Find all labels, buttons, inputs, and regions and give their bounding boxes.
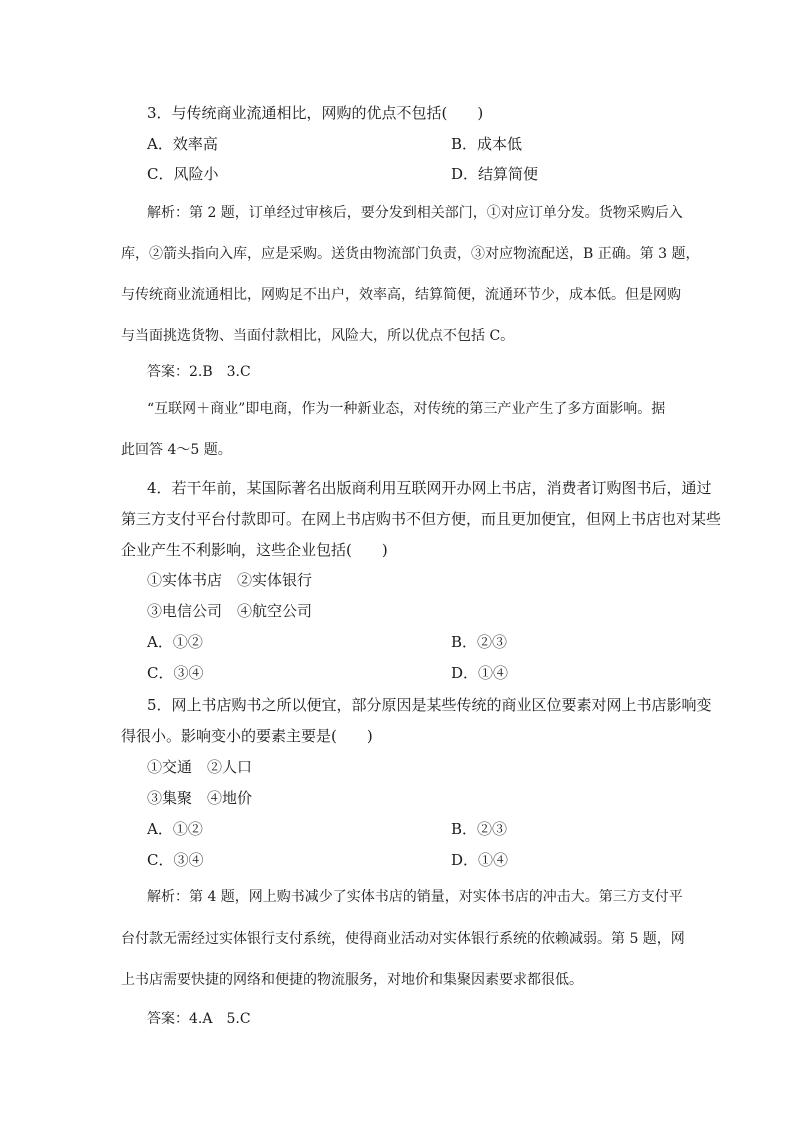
analysis2-line-3: 上书店需要快捷的网络和便捷的物流服务，对地价和集聚因素要求都很低。 <box>121 972 583 988</box>
q3-option-d: D．结算简便 <box>451 165 539 183</box>
q5-option-a: A．①② <box>147 820 203 838</box>
q3-option-a: A．效率高 <box>147 135 218 153</box>
q5-item-line-1: ①交通 ②人口 <box>147 758 253 776</box>
q4-item-line-2: ③电信公司 ④航空公司 <box>147 602 313 620</box>
intro-line-1: “互联网＋商业”即电商，作为一种新业态，对传统的第三产业产生了多方面影响。据 <box>147 401 666 417</box>
q4-item-line-1: ①实体书店 ②实体银行 <box>147 571 313 589</box>
q4-option-a: A．①② <box>147 633 203 651</box>
analysis1-line-3: 与传统商业流通相比，网购足不出户，效率高，结算简便，流通环节少，成本低。但是网购 <box>121 287 681 303</box>
q4-option-b: B．②③ <box>451 633 508 651</box>
q4-stem-line-1: 4．若干年前，某国际著名出版商利用互联网开办网上书店，消费者订购图书后，通过 <box>147 479 712 497</box>
q5-stem-line-1: 5．网上书店购书之所以便宜，部分原因是某些传统的商业区位要素对网上书店影响变 <box>147 696 712 714</box>
q4-option-c: C．③④ <box>147 664 204 682</box>
q4-stem-line-3: 企业产生不利影响，这些企业包括( ) <box>121 541 388 559</box>
q5-option-d: D．①④ <box>451 851 509 869</box>
q3-option-c: C．风险小 <box>147 165 219 183</box>
q4-stem-line-2: 第三方支付平台付款即可。在网上书店购书不但方便，而且更加便宜，但网上书店也对某些 <box>121 510 722 528</box>
q5-stem-line-2: 得很小。影响变小的要素主要是( ) <box>121 727 373 745</box>
intro-line-2: 此回答 4～5 题。 <box>121 442 232 458</box>
answer2: 答案：4.A 5.C <box>147 1011 251 1027</box>
answer1: 答案：2.B 3.C <box>147 364 251 380</box>
analysis2-line-2: 台付款无需经过实体银行支付系统，使得商业活动对实体银行系统的依赖减弱。第 5 题，网 <box>121 931 685 947</box>
analysis1-line-4: 与当面挑选货物、当面付款相比，风险大，所以优点不包括 C。 <box>121 328 515 344</box>
q5-item-line-2: ③集聚 ④地价 <box>147 789 253 807</box>
q5-option-b: B．②③ <box>451 820 508 838</box>
q3-option-b: B．成本低 <box>451 135 523 153</box>
q5-option-c: C．③④ <box>147 851 204 869</box>
analysis1-line-1: 解析：第 2 题，订单经过审核后，要分发到相关部门，①对应订单分发。货物采购后入 <box>147 205 683 221</box>
analysis2-line-1: 解析：第 4 题，网上购书减少了实体书店的销量，对实体书店的冲击大。第三方支付平 <box>147 889 683 905</box>
q4-option-d: D．①④ <box>451 664 509 682</box>
q3-stem: 3．与传统商业流通相比，网购的优点不包括( ) <box>147 104 484 122</box>
analysis1-line-2: 库，②箭头指向入库，应是采购。送货由物流部门负责，③对应物流配送，B 正确。第 3 题， <box>121 246 700 262</box>
